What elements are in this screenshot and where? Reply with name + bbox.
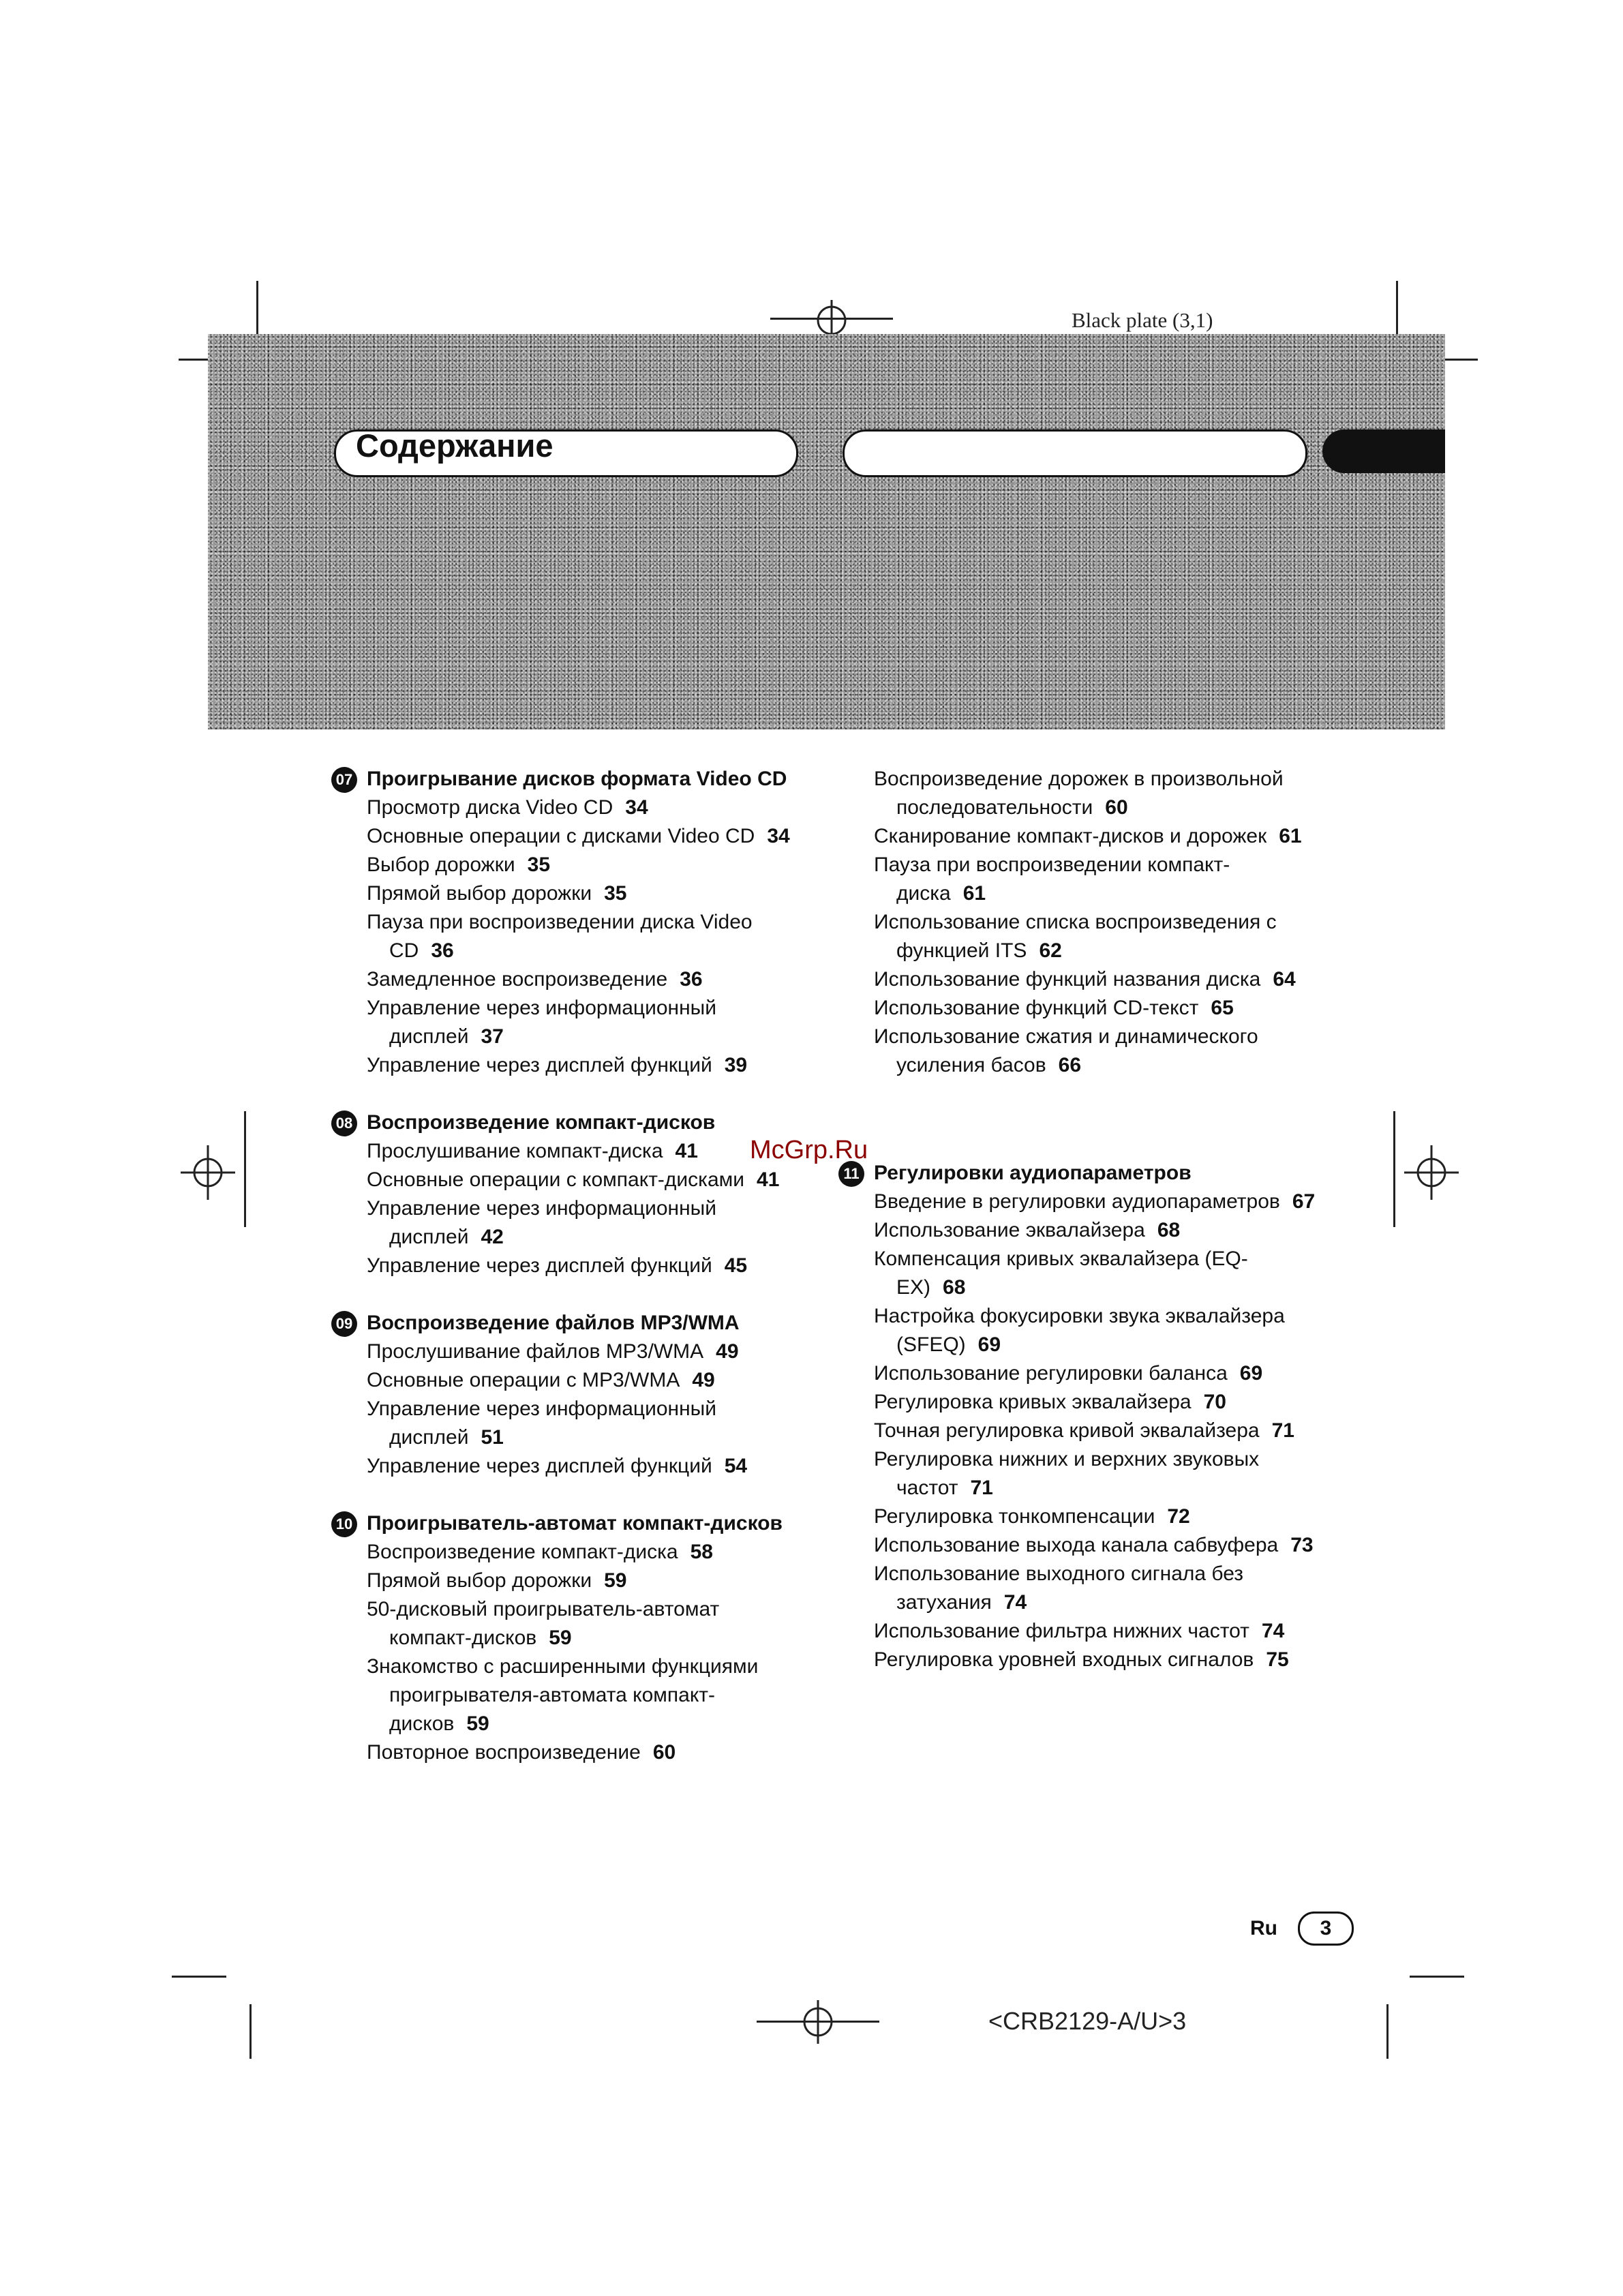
toc-entry[interactable]: Основные операции с компакт-дисками 41 (367, 1168, 780, 1191)
toc-entry[interactable]: Использование сжатия и динамического усиления басов 66 (874, 1025, 1258, 1076)
watermark: McGrp.Ru (750, 1136, 868, 1164)
toc-entry[interactable]: Повторное воспроизведение 60 (367, 1741, 676, 1764)
toc-left-column (331, 765, 795, 1796)
section-title[interactable]: Проигрыватель-автомат компакт-дисков (367, 1512, 783, 1535)
registration-target-icon (796, 2000, 840, 2044)
toc-entry[interactable]: Прямой выбор дорожки 59 (367, 1569, 627, 1592)
toc-section-09 (331, 1309, 795, 1481)
toc-entry[interactable]: Использование эквалайзера 68 (874, 1219, 1181, 1241)
toc-entry[interactable]: Регулировка тонкомпенсации 72 (874, 1505, 1190, 1528)
registration-target-icon (181, 1145, 235, 1200)
toc-entry[interactable]: Знакомство с расширенными функциями проигрывателя-автомата компакт-дисков 59 (367, 1655, 759, 1735)
toc-entry[interactable]: Просмотр диска Video CD 34 (367, 796, 648, 819)
toc-entry[interactable]: Прямой выбор дорожки 35 (367, 882, 627, 905)
toc-entry[interactable]: Использование функций названия диска 64 (874, 968, 1296, 991)
toc-entry[interactable]: Использование функций CD-текст 65 (874, 997, 1234, 1019)
toc-entry[interactable]: Управление через дисплей функций 54 (367, 1455, 748, 1477)
document-code: <CRB2129-A/U>3 (988, 2007, 1187, 2035)
toc-right-column-section (838, 1159, 1316, 1703)
section-number-badge: 07 (331, 767, 357, 793)
toc-entry[interactable]: Основные операции с дисками Video CD 34 (367, 825, 790, 847)
toc-section-10-continued (874, 765, 1310, 1080)
toc-entry[interactable]: Компенсация кривых эквалайзера (EQ-EX) 68 (874, 1248, 1248, 1299)
toc-section-08 (331, 1108, 795, 1280)
toc-entry[interactable]: Использование выхода канала сабвуфера 73 (874, 1534, 1314, 1556)
toc-entry[interactable]: Управление через дисплей функций 45 (367, 1254, 748, 1277)
section-number-badge: 08 (331, 1111, 357, 1136)
toc-entry[interactable]: Регулировка нижних и верхних звуковых частот 71 (874, 1448, 1260, 1499)
toc-entry[interactable]: Управление через информационный дисплей 37 (367, 997, 716, 1048)
page-title: Содержание (356, 427, 553, 464)
empty-pill (843, 429, 1307, 477)
section-title[interactable]: Регулировки аудиопараметров (874, 1162, 1192, 1184)
section-title[interactable]: Воспроизведение компакт-дисков (367, 1111, 716, 1134)
toc-entry[interactable]: Использование списка воспроизведения с функцией ITS 62 (874, 911, 1277, 962)
toc-entry[interactable]: 50-дисковый проигрыватель-автомат компакт-дисков 59 (367, 1598, 720, 1649)
toc-entry[interactable]: Выбор дорожки 35 (367, 854, 551, 876)
toc-right-column (874, 765, 1310, 1108)
header-band (208, 334, 1445, 729)
toc-entry[interactable]: Воспроизведение дорожек в произвольной последовательности 60 (874, 768, 1284, 819)
toc-entry[interactable]: Регулировка уровней входных сигналов 75 (874, 1648, 1289, 1671)
toc-entry[interactable]: Прослушивание файлов MP3/WMA 49 (367, 1340, 739, 1363)
toc-entry[interactable]: Регулировка кривых эквалайзера 70 (874, 1391, 1226, 1413)
toc-section-07 (331, 765, 795, 1080)
toc-entry[interactable]: Прослушивание компакт-диска 41 (367, 1140, 698, 1162)
toc-entry[interactable]: Пауза при воспроизведении диска Video CD 36 (367, 911, 753, 962)
toc-entry[interactable]: Воспроизведение компакт-диска 58 (367, 1541, 713, 1563)
toc-section-11 (838, 1159, 1316, 1674)
section-title[interactable]: Воспроизведение файлов MP3/WMA (367, 1312, 740, 1334)
toc-entry[interactable]: Использование регулировки баланса 69 (874, 1362, 1263, 1385)
toc-entry[interactable]: Пауза при воспроизведении компакт-диска 61 (874, 854, 1230, 905)
section-number-badge: 10 (331, 1511, 357, 1537)
toc-entry[interactable]: Основные операции с MP3/WMA 49 (367, 1369, 715, 1391)
page-number: 3 (1298, 1912, 1354, 1946)
toc-entry[interactable]: Управление через дисплей функций 39 (367, 1054, 748, 1076)
language-label: Ru (1250, 1917, 1277, 1939)
plate-label: Black plate (3,1) (1072, 308, 1213, 332)
toc-entry[interactable]: Настройка фокусировки звука эквалайзера (SFEQ) 69 (874, 1305, 1285, 1356)
section-tab (1322, 429, 1445, 473)
toc-entry[interactable]: Введение в регулировки аудиопараметров 67 (874, 1190, 1316, 1213)
toc-entry[interactable]: Замедленное воспроизведение 36 (367, 968, 703, 991)
toc-entry[interactable]: Управление через информационный дисплей 51 (367, 1398, 716, 1449)
toc-entry[interactable]: Сканирование компакт-дисков и дорожек 61 (874, 825, 1302, 847)
toc-entry[interactable]: Использование фильтра нижних частот 74 (874, 1620, 1285, 1642)
toc-entry[interactable]: Управление через информационный дисплей 42 (367, 1197, 716, 1248)
section-number-badge: 11 (838, 1161, 864, 1187)
toc-entry[interactable]: Использование выходного сигнала без затухания 74 (874, 1562, 1244, 1614)
toc-entry[interactable]: Точная регулировка кривой эквалайзера 71 (874, 1419, 1294, 1442)
toc-section-10 (331, 1509, 795, 1767)
registration-target-icon (1404, 1145, 1459, 1200)
section-title[interactable]: Проигрывание дисков формата Video CD (367, 768, 787, 790)
section-number-badge: 09 (331, 1311, 357, 1337)
